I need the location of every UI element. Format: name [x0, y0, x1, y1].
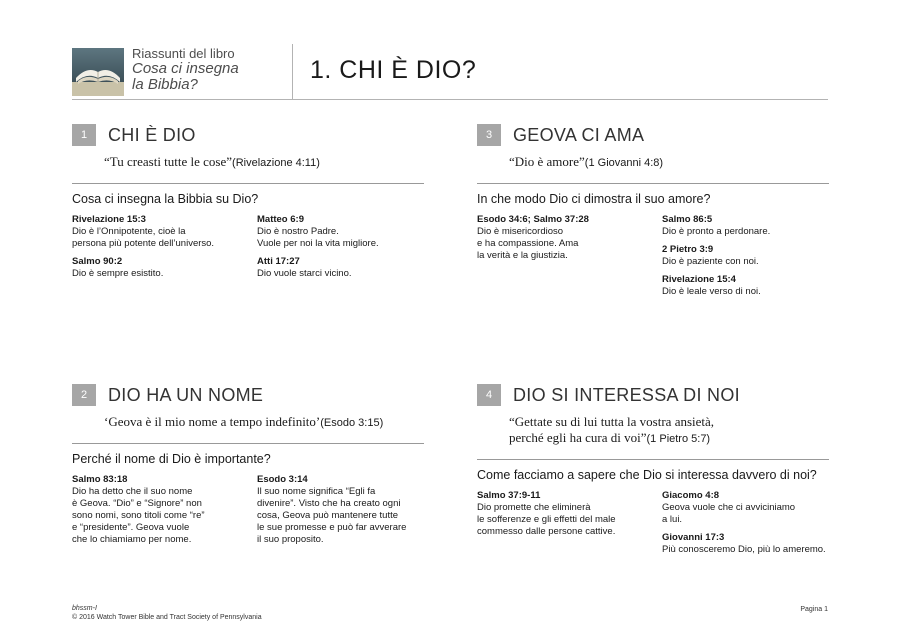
verse-item — [72, 256, 257, 280]
section-4 — [477, 384, 829, 562]
copyright: © 2016 Watch Tower Bible and Tract Society of Pennsylvania — [72, 614, 262, 621]
section-number-badge: 4 — [477, 384, 501, 406]
verse-reference: Atti 17:27 — [257, 256, 300, 267]
document-code: bhssm-I — [72, 605, 97, 612]
verse-reference: Giacomo 4:8 — [662, 490, 720, 501]
section-number-badge: 3 — [477, 124, 501, 146]
verse-reference: Salmo 83:18 — [72, 474, 128, 485]
verse-text: Dio è nostro Padre. Vuole per noi la vita migliore. — [257, 226, 379, 249]
section-quote — [72, 414, 424, 431]
section-number-badge: 1 — [72, 124, 96, 146]
verse-item — [662, 532, 829, 556]
verse-reference: Giovanni 17:3 — [662, 532, 725, 543]
quote-reference: (1 Pietro 5:7) — [646, 433, 711, 445]
page-title: 1. CHI È DIO? — [310, 56, 477, 84]
verse-text: Geova vuole che ci avviciniamo a lui. — [662, 502, 796, 525]
section-quote — [72, 154, 424, 171]
verse-text: Il suo nome significa “Egli fa divenire”. Visto che ha creato ogni cosa, Geova può mantenere tutte le sue promesse e può far avverare il suo proposito. — [257, 486, 407, 545]
section-number-badge: 2 — [72, 384, 96, 406]
section-3 — [477, 124, 829, 304]
verse-item — [662, 244, 829, 268]
verse-text: Dio promette che eliminerà le sofferenze e gli effetti del male commesso dalle persone cattive. — [477, 502, 616, 537]
section-1 — [72, 124, 424, 286]
quote-text: ‘Geova è il mio nome a tempo indefinito’ — [104, 414, 321, 429]
verse-reference: Rivelazione 15:3 — [72, 214, 146, 225]
quote-text: “Dio è amore” — [509, 154, 585, 169]
open-book-icon — [72, 48, 124, 96]
series-label: Riassunti del libro — [132, 46, 235, 61]
verse-item — [477, 490, 662, 538]
verse-reference: Esodo 3:14 — [257, 474, 308, 485]
section-divider — [477, 459, 829, 460]
section-question: Come facciamo a sapere che Dio si interessa davvero di noi? — [477, 468, 817, 482]
header-divider — [292, 44, 293, 100]
verse-reference: Matteo 6:9 — [257, 214, 304, 225]
verse-reference: Rivelazione 15:4 — [662, 274, 736, 285]
quote-text: “Gettate su di lui tutta la vostra ansietà, perché egli ha cura di voi” — [509, 414, 715, 445]
verse-reference: 2 Pietro 3:9 — [662, 244, 714, 255]
verse-reference: Salmo 86:5 — [662, 214, 713, 225]
quote-reference: (Esodo 3:15) — [320, 417, 384, 429]
section-title: DIO SI INTERESSA DI NOI — [513, 385, 740, 405]
verse-item — [257, 214, 424, 250]
verse-reference: Salmo 90:2 — [72, 256, 123, 267]
section-title: CHI È DIO — [108, 125, 196, 145]
section-divider — [72, 183, 424, 184]
verse-item — [257, 256, 424, 280]
section-divider — [477, 183, 829, 184]
verse-text: Dio è sempre esistito. — [72, 268, 164, 279]
section-quote — [477, 154, 829, 171]
section-question: Perché il nome di Dio è importante? — [72, 452, 271, 466]
verse-item — [662, 214, 829, 238]
book-title-line1: Cosa ci insegna — [132, 60, 239, 77]
section-question: Cosa ci insegna la Bibbia su Dio? — [72, 192, 259, 206]
verse-text: Dio è misericordioso e ha compassione. Ama la verità e la giustizia. — [477, 226, 579, 261]
verse-item — [72, 474, 257, 546]
section-title: DIO HA UN NOME — [108, 385, 264, 405]
verse-text: Dio è paziente con noi. — [662, 256, 759, 267]
section-title: GEOVA CI AMA — [513, 125, 645, 145]
section-quote — [477, 414, 829, 447]
verse-item — [662, 274, 829, 298]
section-divider — [72, 443, 424, 444]
book-title-block — [132, 46, 239, 93]
verse-text: Dio è leale verso di noi. — [662, 286, 761, 297]
verse-text: Dio ha detto che il suo nome è Geova. “Dio” e “Signore” non sono nomi, sono titoli come “re” e “presidente”. Geova vuole che lo chiamiamo per nome. — [72, 486, 205, 545]
page-number: Pagina 1 — [800, 606, 828, 613]
verse-item — [662, 490, 829, 526]
quote-reference: (Rivelazione 4:11) — [232, 157, 320, 169]
verse-reference: Salmo 37:9-11 — [477, 490, 541, 501]
verse-item — [477, 214, 662, 262]
quote-reference: (1 Giovanni 4:8) — [584, 157, 664, 169]
verse-item — [257, 474, 424, 546]
header-rule — [72, 99, 828, 100]
verse-text: Dio è pronto a perdonare. — [662, 226, 771, 237]
verse-reference: Esodo 34:6; Salmo 37:28 — [477, 214, 589, 225]
section-2 — [72, 384, 424, 552]
verse-text: Più conosceremo Dio, più lo ameremo. — [662, 544, 826, 555]
quote-text: “Tu creasti tutte le cose” — [104, 154, 233, 169]
verse-text: Dio vuole starci vicino. — [257, 268, 352, 279]
book-title-line2: la Bibbia? — [132, 76, 198, 93]
verse-text: Dio è l’Onnipotente, cioè la persona più potente dell’universo. — [72, 226, 215, 249]
verse-item — [72, 214, 257, 250]
section-question: In che modo Dio ci dimostra il suo amore? — [477, 192, 711, 206]
header — [72, 44, 828, 100]
footer-left — [72, 604, 262, 622]
